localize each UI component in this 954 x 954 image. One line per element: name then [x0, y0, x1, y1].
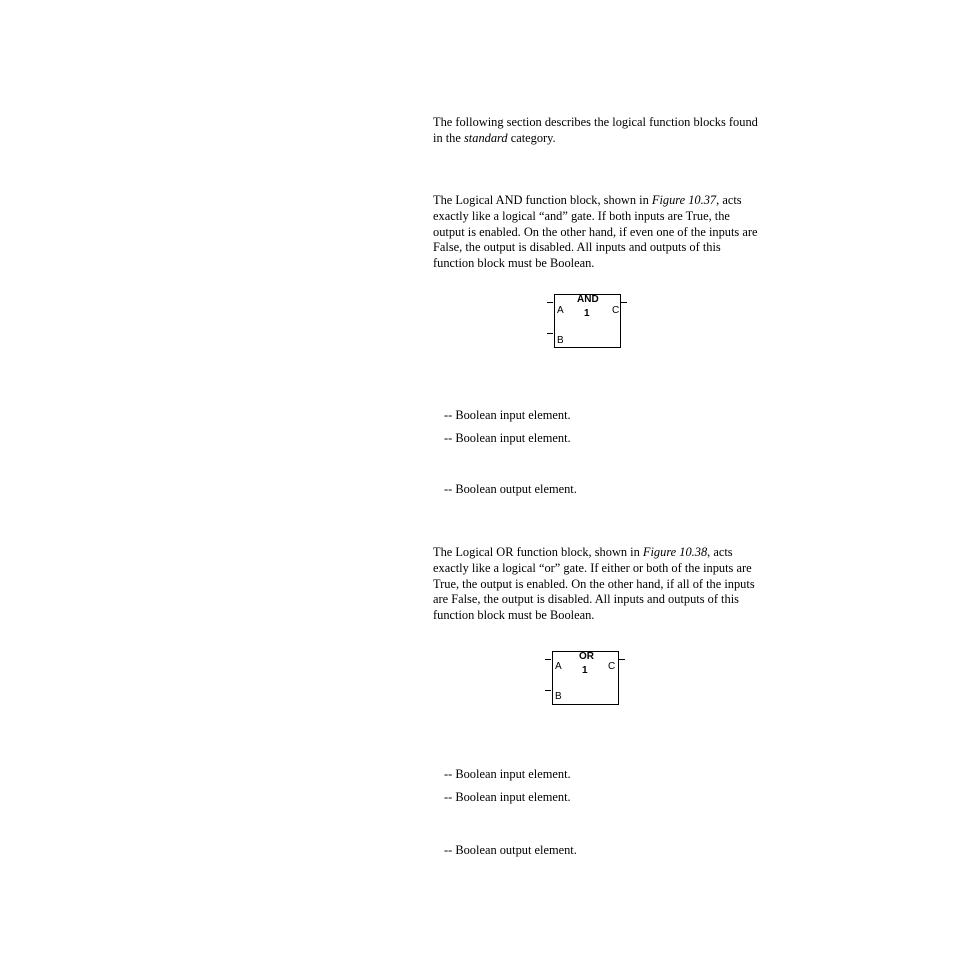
and-output-c-label: C — [612, 305, 620, 316]
or-output-c-line — [619, 659, 625, 660]
intro-paragraph — [433, 115, 759, 147]
and-function-block — [547, 294, 629, 350]
and-output-desc: -- Boolean output element. — [444, 482, 577, 496]
or-input-a-line — [545, 659, 551, 660]
and-input-a-label: A — [557, 305, 564, 316]
or-input-b-line — [545, 690, 551, 691]
or-block-title: OR — [579, 651, 594, 662]
and-input-b-line — [547, 333, 553, 334]
and-para-before: The Logical AND function block, shown in — [433, 193, 652, 207]
or-input-a-label: A — [555, 661, 562, 672]
or-output-c-label: C — [608, 661, 616, 672]
and-figure-ref: Figure 10.37 — [651, 193, 717, 207]
or-input-a-desc: -- Boolean input element. — [444, 767, 571, 781]
intro-emphasis: standard — [463, 130, 508, 145]
intro-text-after: category. — [507, 130, 556, 145]
or-block-number: 1 — [582, 665, 588, 676]
or-figure-ref: Figure 10.38 — [642, 545, 708, 559]
and-input-b-desc: -- Boolean input element. — [444, 431, 571, 445]
and-input-a-desc: -- Boolean input element. — [444, 408, 571, 422]
and-block-number: 1 — [584, 308, 590, 319]
and-input-b-label: B — [557, 335, 564, 346]
and-output-c-line — [621, 302, 627, 303]
or-function-block — [545, 651, 627, 707]
and-paragraph — [433, 193, 759, 272]
intro-text-before: The following section describes the logical function blocks found in the — [433, 115, 758, 145]
or-para-before: The Logical OR function block, shown in — [433, 545, 643, 559]
or-para-after: , acts exactly like a logical “or” gate. If either or both of the inputs are True, the output is enabled. On the other hand, if all of the inputs are False, the output is disabled. All inputs and outputs of this function block must be Boolean. — [433, 545, 755, 623]
and-input-a-line — [547, 302, 553, 303]
or-paragraph — [433, 545, 759, 624]
or-input-b-desc: -- Boolean input element. — [444, 790, 571, 804]
or-input-b-label: B — [555, 691, 562, 702]
and-block-title: AND — [577, 294, 599, 305]
or-output-desc: -- Boolean output element. — [444, 843, 577, 857]
and-para-after: , acts exactly like a logical “and” gate. If both inputs are True, the output is enabled. On the other hand, if even one of the inputs are False, the output is disabled. All inputs and outputs of this function block must be Boolean. — [433, 193, 758, 271]
